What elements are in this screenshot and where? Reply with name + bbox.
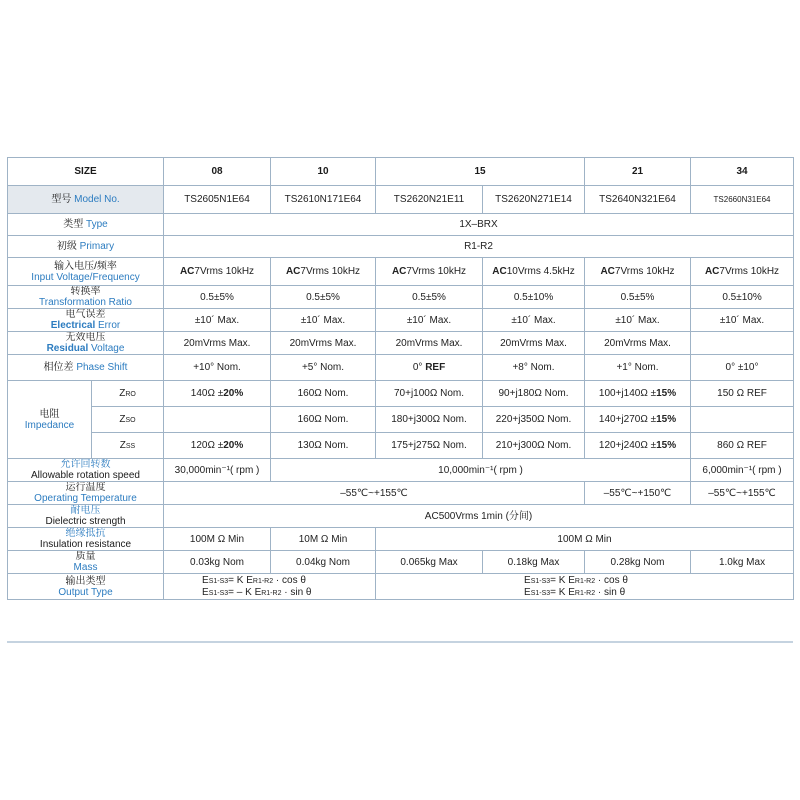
residual-value: 20mVrms Max.: [271, 332, 376, 355]
mass-value: 1.0kg Max: [691, 551, 794, 574]
transformation-ratio-label-en: Transformation Ratio: [39, 297, 132, 308]
impedance-zro-row: [8, 381, 794, 407]
input-voltage-value: AC10Vrms 4.5kHz: [483, 258, 585, 286]
electrical-error-label-en: Error: [98, 320, 121, 331]
dielectric-strength-label: [8, 505, 164, 528]
phase-value: 0° REF: [376, 355, 483, 381]
primary-row: [8, 236, 794, 258]
output-formula-right: [376, 574, 794, 600]
electrical-error-label-cn: 电气误差: [65, 309, 106, 320]
type-label-cn: 类型: [63, 219, 84, 230]
ratio-value: 0.5±5%: [164, 286, 271, 309]
rotation-speed-label-en: Allowable rotation speed: [31, 470, 140, 481]
zso-value: 140+j270Ω ±15%: [585, 407, 691, 433]
ratio-value: 0.5±10%: [483, 286, 585, 309]
mass-value: 0.065kg Max: [376, 551, 483, 574]
zss-value: 210+j300Ω Nom.: [483, 433, 585, 459]
insulation-value: 100M Ω Min: [376, 528, 794, 551]
model-label-cn: 型号: [51, 194, 72, 205]
zss-value: 120+j240Ω ±15%: [585, 433, 691, 459]
mass-value: 0.04kg Nom: [271, 551, 376, 574]
output-type-label-cn: 输出类型: [65, 575, 106, 587]
insulation-resistance-label: [8, 528, 164, 551]
temperature-value: –55℃~+150℃: [585, 482, 691, 505]
error-value: ±10´ Max.: [483, 309, 585, 332]
zso-label: ZSO: [92, 407, 164, 433]
operating-temperature-label: [8, 482, 164, 505]
zso-value: 160Ω Nom.: [271, 407, 376, 433]
rotation-speed-label-cn: 允许回转数: [60, 459, 111, 470]
phase-value: +10° Nom.: [164, 355, 271, 381]
type-value: 1X–BRX: [164, 214, 794, 236]
residual-value: 20mVrms Max.: [376, 332, 483, 355]
ratio-value: 0.5±5%: [376, 286, 483, 309]
insulation-value: 100M Ω Min: [164, 528, 271, 551]
type-label-en: Type: [86, 219, 108, 230]
input-voltage-label: [8, 258, 164, 286]
residual-voltage-row: [8, 332, 794, 355]
primary-label-cn: 初级: [56, 241, 77, 252]
transformation-ratio-label-cn: 转换率: [70, 286, 101, 297]
zro-value: 100+j140Ω ±15%: [585, 381, 691, 407]
residual-value: 20mVrms Max.: [585, 332, 691, 355]
rotation-speed-label: [8, 459, 164, 482]
ratio-value: 0.5±5%: [271, 286, 376, 309]
size-header-row: [8, 158, 794, 186]
type-row: [8, 214, 794, 236]
zro-value: 150 Ω REF: [691, 381, 794, 407]
operating-temperature-row: [8, 482, 794, 505]
residual-value: 20mVrms Max.: [164, 332, 271, 355]
size-15: 15: [376, 158, 585, 186]
zss-value: 175+j275Ω Nom.: [376, 433, 483, 459]
zso-value: [691, 407, 794, 433]
formula-line: ES1-S3= K ER1-R2 · sin θ: [524, 586, 626, 598]
mass-value: 0.03kg Nom: [164, 551, 271, 574]
zss-value: 130Ω Nom.: [271, 433, 376, 459]
primary-label-en: Primary: [79, 241, 115, 252]
output-formula-left: [164, 574, 376, 600]
zss-value: 860 Ω REF: [691, 433, 794, 459]
rotation-speed-row: [8, 459, 794, 482]
zro-value: 70+j100Ω Nom.: [376, 381, 483, 407]
dielectric-value: AC500Vrms 1min (分间): [164, 505, 794, 528]
phase-shift-label-cn: 相位差: [43, 362, 74, 373]
model-label-en: Model No.: [74, 194, 120, 205]
phase-shift-row: [8, 355, 794, 381]
residual-voltage-label: [8, 332, 164, 355]
dielectric-strength-label-cn: 耐电压: [70, 505, 101, 516]
model-row: [8, 186, 794, 214]
model-value: TS2620N21E11: [376, 186, 483, 214]
size-21: 21: [585, 158, 691, 186]
zso-value: [164, 407, 271, 433]
phase-value: +1° Nom.: [585, 355, 691, 381]
residual-voltage-label-en: Voltage: [91, 343, 125, 354]
output-type-row: [8, 574, 794, 600]
rotation-speed-value: 10,000min⁻¹( rpm ): [271, 459, 691, 482]
transformation-ratio-label: [8, 286, 164, 309]
input-voltage-row: [8, 258, 794, 286]
mass-label-cn: 质量: [75, 551, 96, 562]
ratio-value: 0.5±10%: [691, 286, 794, 309]
residual-value: [691, 332, 794, 355]
impedance-label-en: Impedance: [24, 419, 75, 431]
output-type-label-en: Output Type: [58, 586, 113, 598]
rotation-speed-value: 30,000min⁻¹( rpm ): [164, 459, 271, 482]
phase-value: +8° Nom.: [483, 355, 585, 381]
type-label: [8, 214, 164, 236]
impedance-label-cn: 电阻: [39, 408, 60, 420]
formula-line: ES1-S3= K ER1-R2 · cos θ: [524, 574, 628, 586]
insulation-resistance-label-cn: 绝缘抵抗: [65, 528, 106, 539]
rotation-speed-value: 6,000min⁻¹( rpm ): [691, 459, 794, 482]
model-label: [8, 186, 164, 214]
formula-line: ES1-S3= – K ER1-R2 · sin θ: [202, 586, 312, 598]
mass-label: [8, 551, 164, 574]
output-type-label: [8, 574, 164, 600]
primary-label: [8, 236, 164, 258]
model-value: TS2610N171E64: [271, 186, 376, 214]
model-value: TS2660N31E64: [691, 186, 794, 214]
zso-value: 180+j300Ω Nom.: [376, 407, 483, 433]
electrical-error-label-en-bold: Electrical: [50, 320, 96, 331]
formula-line: ES1-S3= K ER1-R2 · cos θ: [202, 574, 306, 586]
residual-value: 20mVrms Max.: [483, 332, 585, 355]
input-voltage-value: AC7Vrms 10kHz: [376, 258, 483, 286]
mass-value: 0.18kg Max: [483, 551, 585, 574]
impedance-zso-row: [8, 407, 794, 433]
error-value: ±10´ Max.: [376, 309, 483, 332]
ratio-value: 0.5±5%: [585, 286, 691, 309]
electrical-error-row: [8, 309, 794, 332]
size-34: 34: [691, 158, 794, 186]
zss-value: 120Ω ±20%: [164, 433, 271, 459]
insulation-value: 10M Ω Min: [271, 528, 376, 551]
mass-row: [8, 551, 794, 574]
input-voltage-label-cn: 输入电压/频率: [54, 260, 117, 272]
operating-temperature-label-en: Operating Temperature: [34, 493, 137, 504]
temperature-value: –55℃~+155℃: [164, 482, 585, 505]
insulation-resistance-row: [8, 528, 794, 551]
model-value: TS2640N321E64: [585, 186, 691, 214]
zso-value: 220+j350Ω Nom.: [483, 407, 585, 433]
size-08: 08: [164, 158, 271, 186]
residual-voltage-label-cn: 无效电压: [65, 332, 106, 343]
input-voltage-value: AC7Vrms 10kHz: [585, 258, 691, 286]
error-value: ±10´ Max.: [271, 309, 376, 332]
input-voltage-value: AC7Vrms 10kHz: [164, 258, 271, 286]
insulation-resistance-label-en: Insulation resistance: [39, 539, 132, 550]
error-value: ±10´ Max.: [164, 309, 271, 332]
impedance-zss-row: [8, 433, 794, 459]
size-10: 10: [271, 158, 376, 186]
model-value: TS2605N1E64: [164, 186, 271, 214]
spec-table: [7, 157, 794, 600]
bottom-divider: [7, 641, 793, 643]
zro-value: 90+j180Ω Nom.: [483, 381, 585, 407]
transformation-ratio-row: [8, 286, 794, 309]
input-voltage-value: AC7Vrms 10kHz: [271, 258, 376, 286]
size-label: SIZE: [8, 158, 164, 186]
error-value: ±10´ Max.: [691, 309, 794, 332]
input-voltage-label-en: Input Voltage/Frequency: [31, 271, 140, 283]
zro-value: 160Ω Nom.: [271, 381, 376, 407]
zss-label: ZSS: [92, 433, 164, 459]
mass-value: 0.28kg Nom: [585, 551, 691, 574]
model-value: TS2620N271E14: [483, 186, 585, 214]
temperature-value: –55℃~+155℃: [691, 482, 794, 505]
error-value: ±10´ Max.: [585, 309, 691, 332]
primary-value: R1-R2: [164, 236, 794, 258]
dielectric-strength-label-en: Dielectric strength: [45, 516, 126, 527]
phase-shift-label: [8, 355, 164, 381]
operating-temperature-label-cn: 运行温度: [65, 482, 106, 493]
residual-voltage-label-en-bold: Residual: [46, 343, 89, 354]
mass-label-en: Mass: [73, 562, 98, 573]
zro-label: ZRO: [92, 381, 164, 407]
dielectric-strength-row: [8, 505, 794, 528]
phase-value: 0° ±10°: [691, 355, 794, 381]
spec-table-container: [7, 157, 793, 600]
input-voltage-value: AC7Vrms 10kHz: [691, 258, 794, 286]
zro-value: 140Ω ±20%: [164, 381, 271, 407]
electrical-error-label: [8, 309, 164, 332]
phase-value: +5° Nom.: [271, 355, 376, 381]
phase-shift-label-en: Phase Shift: [76, 362, 128, 373]
impedance-label: [8, 381, 92, 459]
